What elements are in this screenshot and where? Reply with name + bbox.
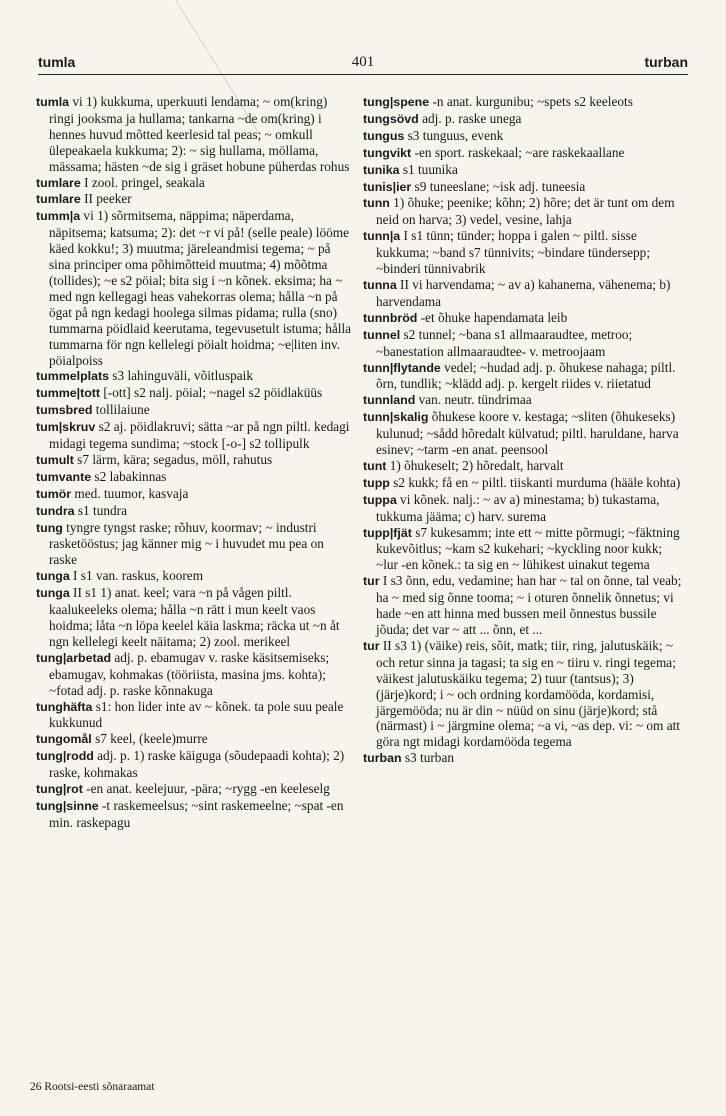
entry-definition: s3 tunguus, evenk xyxy=(404,127,504,143)
entry-headword: tupp|fjät xyxy=(363,525,412,540)
entry-definition: s7 kukesamm; inte ett ~ mitte põrmugi; ~fäktning kukevõitlus; ~kam s2 kukehari; ~kyckling noor kukk; ~lur -en kõnek.: ta sig en ~ lühikest uinakut tegema xyxy=(376,524,680,573)
entry-definition: s1 tuunika xyxy=(399,161,458,177)
entry-headword: tumvante xyxy=(36,469,92,484)
entry-headword: tunnbröd xyxy=(363,310,418,325)
entry-definition: -n anat. kurgunibu; ~spets s2 keeleots xyxy=(429,94,633,109)
entry-headword: tungsövd xyxy=(363,111,419,126)
entry-headword: tung|arbetad xyxy=(36,650,112,665)
entry-definition: s1 tundra xyxy=(74,502,127,518)
entry-definition: -en anat. keelejuur, -pära; ~rygg -en keeleselg xyxy=(82,781,330,797)
entry-headword: tunn|flytande xyxy=(363,360,441,375)
dictionary-entry xyxy=(36,486,354,503)
entry-headword: tunna xyxy=(363,277,397,292)
entry-definition: s2 tunnel; ~bana s1 allmaaraudtee, metroo; ~banestation allmaaraudtee- v. metroojaam xyxy=(376,326,633,359)
entry-definition: s7 lärm, kära; segadus, möll, rahutus xyxy=(73,451,273,467)
dictionary-entry xyxy=(363,475,687,492)
dictionary-entry xyxy=(36,798,354,831)
entry-headword: tung|rodd xyxy=(36,749,94,764)
dictionary-entry xyxy=(36,650,354,699)
entry-definition: s2 aj. pöidlakruvi; sätta ~ar på ngn piltl. kedagi midagi tegema sundima; ~stock [-o-] s2 tollipulk xyxy=(49,419,350,452)
dictionary-entry xyxy=(36,781,354,798)
dictionary-entry xyxy=(363,638,687,750)
dictionary-entry xyxy=(36,402,354,419)
dictionary-entry xyxy=(36,568,354,585)
dictionary-entry xyxy=(363,327,687,360)
dictionary-entry xyxy=(363,145,687,162)
dictionary-entry xyxy=(36,94,354,175)
entry-definition: -en sport. raskekaal; ~are raskekaallane xyxy=(411,144,625,160)
dictionary-entry xyxy=(36,503,354,520)
dictionary-entry xyxy=(36,452,354,469)
entry-headword: tumlare xyxy=(36,192,81,207)
page-footer: 26 Rootsi-eesti sõnaraamat xyxy=(30,1081,155,1093)
dictionary-entry xyxy=(36,731,354,748)
entry-definition: s3 lahinguväli, võitluspaik xyxy=(108,368,254,384)
entry-headword: tumme|tott xyxy=(36,386,101,401)
entry-headword: tumm|a xyxy=(36,209,81,224)
dictionary-entry xyxy=(36,585,354,650)
left-column xyxy=(36,94,354,831)
header-first-word: tumla xyxy=(38,54,76,70)
dictionary-entry xyxy=(363,525,687,574)
dictionary-entry xyxy=(36,385,354,402)
entry-definition: II peeker xyxy=(80,191,132,207)
dictionary-entry xyxy=(363,310,687,327)
entry-definition: s1: hon lider inte av ~ kõnek. ta pole suu peale kukkunud xyxy=(49,698,344,731)
entry-headword: tunga xyxy=(36,569,70,584)
dictionary-entry xyxy=(363,458,687,475)
entry-definition: II s1 1) anat. keel; vara ~n på vågen piltl. kaalukeeleks olema; hålla ~n rätt i mun keelt vaos hoidma; låta ~n löpa keelel käia laskma; räcka ut ~n åt ngn kellelegi keelt näitama; 2) zool. merikeel xyxy=(49,585,340,649)
entry-definition: õhukese koore v. kestaga; ~sliten (õhukeseks) kulunud; ~sådd hõredalt külvatud; piltl. haruldane, harva esinev; ~tarm -en anat. peensool xyxy=(376,409,679,458)
dictionary-entry xyxy=(36,419,354,452)
entry-headword: tur xyxy=(363,638,380,653)
dictionary-entry xyxy=(36,191,354,208)
entry-headword: tur xyxy=(363,574,380,589)
entry-definition: s3 turban xyxy=(401,750,454,766)
header-rule xyxy=(38,74,688,75)
dictionary-entry xyxy=(363,409,687,458)
entry-headword: tundra xyxy=(36,503,75,518)
entry-headword: tummelplats xyxy=(36,369,109,384)
entry-definition: s2 kukk; få en ~ piltl. tiiskanti murduma (hääle kohta) xyxy=(389,474,681,490)
entry-headword: tung xyxy=(36,520,63,535)
entry-definition: vi kõnek. nalj.: ~ av a) minestama; b) tukastama, tukkuma jääma; c) harv. surema xyxy=(376,491,660,524)
running-header xyxy=(38,54,688,74)
entry-headword: tunika xyxy=(363,162,400,177)
dictionary-entry xyxy=(363,277,687,310)
entry-definition: II vi harvendama; ~ av a) kahanema, vähenema; b) harvendama xyxy=(376,276,671,309)
entry-headword: tum|skruv xyxy=(36,420,96,435)
dictionary-entry xyxy=(363,360,687,393)
entry-definition: tollilaiune xyxy=(92,402,150,418)
right-column xyxy=(363,94,687,767)
entry-headword: tung|spene xyxy=(363,95,430,109)
entry-headword: tumlare xyxy=(36,175,81,190)
dictionary-entry xyxy=(363,492,687,525)
page-number: 401 xyxy=(351,54,375,70)
entry-definition: adj. p. ebamugav v. raske käsitsemiseks; ebamugav, kohmakas (tööriista, masina jms. kohta); ~fotad adj. p. raske kõnnakuga xyxy=(49,649,330,698)
entry-headword: tuppa xyxy=(363,492,397,507)
entry-definition: I s1 van. raskus, koorem xyxy=(69,568,204,584)
entry-definition: s2 labakinnas xyxy=(91,468,167,484)
dictionary-entry xyxy=(363,179,687,196)
entry-headword: tung|rot xyxy=(36,782,83,797)
entry-definition: tyngre tyngst raske; rõhuv, koormav; ~ industri rasketööstus; jag känner mig ~ i huvudet mu pea on raske xyxy=(49,519,324,568)
dictionary-entry xyxy=(363,162,687,179)
entry-headword: tungomål xyxy=(36,732,92,747)
entry-headword: tunnel xyxy=(363,327,401,342)
entry-headword: tunga xyxy=(36,586,70,601)
entry-headword: tupp xyxy=(363,475,390,490)
entry-headword: tumla xyxy=(36,95,70,109)
entry-headword: tunn|skalig xyxy=(363,410,429,425)
entry-headword: tumör xyxy=(36,486,72,501)
entry-headword: tumsbred xyxy=(36,403,93,418)
entry-headword: tunn|a xyxy=(363,229,401,244)
entry-headword: tungus xyxy=(363,128,405,143)
entry-definition: I s3 õnn, edu, vedamine; han har ~ tal on õnne, tal veab; ha ~ med sig õnne tooma; ~ i oturen õnnelik õnnetus; vi hade ~en att hinna med bussen meil õnnestus bussile jõuda; det var ~ att ... õnn, et ... xyxy=(376,573,682,637)
dictionary-entry xyxy=(363,750,687,767)
entry-headword: tunghäfta xyxy=(36,699,93,714)
entry-definition: s7 keel, (keele)murre xyxy=(91,731,208,747)
entry-definition: 1) õhukeselt; 2) hõredalt, harvalt xyxy=(386,457,564,473)
dictionary-entry xyxy=(363,94,687,111)
dictionary-entry xyxy=(36,520,354,569)
dictionary-entry xyxy=(36,208,354,368)
entry-definition: -et õhuke hapendamata leib xyxy=(417,309,568,325)
entry-definition: s9 tuneeslane; ~isk adj. tuneesia xyxy=(411,178,586,194)
dictionary-entry xyxy=(36,469,354,486)
entry-definition: adj. p. raske unega xyxy=(418,110,522,126)
entry-headword: turban xyxy=(363,751,402,766)
dictionary-entry xyxy=(36,699,354,732)
entry-headword: tunis|ier xyxy=(363,179,412,194)
entry-headword: tungvikt xyxy=(363,145,412,160)
entry-definition: I s1 tünn; tünder; hoppa i galen ~ piltl. sisse kukkuma; ~band s7 tünnivits; ~bindare tündersepp; ~binderi tünnivabrik xyxy=(376,228,651,277)
entry-definition: vi 1) kukkuma, uperkuuti lendama; ~ om(kring) ringi jooksma ja hullama; tankarna ~de om(kring) i hennes huvud mõtted keerlesid tal peas; ~ omkull ülepeakaela kukkuma; 2): ~ sig hullama, möllama, mässama; hästen ~de sig i gräset hobune püherdas rohus xyxy=(49,94,350,174)
dictionary-entry xyxy=(363,228,687,277)
dictionary-entry xyxy=(363,195,687,228)
dictionary-entry xyxy=(363,111,687,128)
dictionary-entry xyxy=(363,573,687,638)
entry-definition: van. neutr. tündrimaa xyxy=(415,392,532,408)
entry-definition: adj. p. 1) raske käiguga (sõudepaadi kohta); 2) raske, kohmakas xyxy=(49,748,345,781)
entry-definition: I zool. pringel, seakala xyxy=(80,174,205,190)
entry-definition: -t raskemeelsus; ~sint raskemeelne; ~spat -en min. raskepagu xyxy=(49,797,344,830)
dictionary-entry xyxy=(363,392,687,409)
entry-definition: med. tuumor, kasvaja xyxy=(71,485,189,501)
dictionary-entry xyxy=(363,128,687,145)
header-last-word: turban xyxy=(644,54,688,70)
dictionary-entry xyxy=(36,175,354,192)
entry-definition: [-ott] s2 nalj. pöial; ~nagel s2 pöidlaküüs xyxy=(100,385,323,401)
entry-definition: 1) õhuke; peenike; kõhn; 2) hõre; det är tunt om dem neid on harva; 3) vedel, vesine, lahja xyxy=(376,195,675,228)
entry-headword: tung|sinne xyxy=(36,798,99,813)
entry-definition: vedel; ~hudad adj. p. õhukese nahaga; piltl. õrn, tundlik; ~klädd adj. p. kergelt riides v. riietatud xyxy=(376,359,676,392)
dictionary-entry xyxy=(36,368,354,385)
entry-definition: vi 1) sõrmitsema, näppima; näperdama, näpitsema; katsuma; 2): det ~r vi på! (selle peale) lööme käed kokku!; 3) muutma; järeleandmisi tegema; ~ på sina principer oma põhimõtteid muutma; 4) mõõtma (tollides); ~e s2 pöial; bita sig i ~n kõnek. eksima; ha ~ med ngn kellegagi heas vahekorras olema; hålla ~n på ögat på ngn kedagi hoolega silmas pidama; rulla (sno) tummarna pöidlaid keerutama, tegevusetult istuma; hålla tummarna för ngn kellelegi pöialt hoidma; ~e|liten inv. pöialpoiss xyxy=(49,208,352,368)
entry-headword: tumult xyxy=(36,452,74,467)
entry-headword: tunt xyxy=(363,458,387,473)
dictionary-entry xyxy=(36,748,354,781)
entry-headword: tunn xyxy=(363,196,390,211)
entry-definition: II s3 1) (väike) reis, sõit, matk; tiir, ring, jalutuskäik; ~ och retur sinna ja tagasi; ta sig en ~ tiiru v. ringi tegema; väikest jalutuskäiku tegema; 2) tuur (tantsus); 3) (järje)kord; i ~ och ordning kordamööda, kordamisi, järgemööda; nu är din ~ nüüd on sinu (järje)kord; stå (närmast) i ~ järgmine olema; ~a vi, ~as dep. vi: ~ om att göra ngt midagi kordamööda tegema xyxy=(376,637,680,750)
entry-headword: tunnland xyxy=(363,393,416,408)
